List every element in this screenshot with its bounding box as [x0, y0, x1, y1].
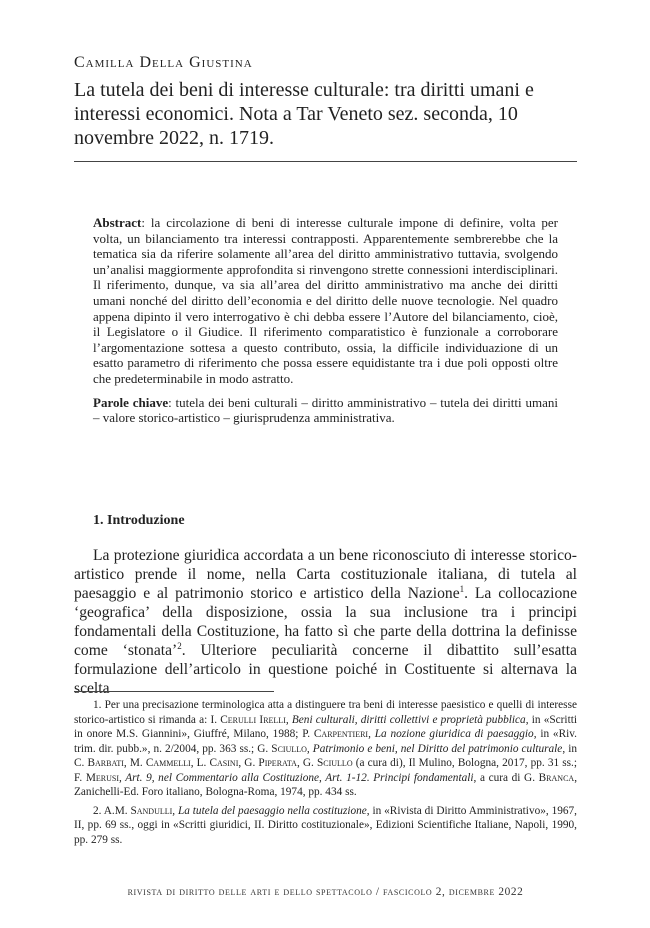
- title-divider: [74, 161, 577, 162]
- fn1-text: , in «Riv. trim. dir. pubb.», n. 2/2004, pp. 363 ss.; G.: [74, 728, 577, 755]
- body-text-part-1: La protezione giuridica accordata a un bene riconosciuto di interesse storico-artistico prende il nome, nella Carta costituzionale italiana, di tutela al paesaggio e al patrimonio storico e artistico della Nazione: [74, 547, 577, 602]
- fn1-text: (a cura di), Il Mulino, Bologna, 2017, pp. 31 ss.; F.: [74, 757, 577, 784]
- keywords-text: : tutela dei beni culturali – diritto amministrativo – tutela dei diritti umani – valore storico-artistico – giurisprudenza amministrativa.: [93, 394, 558, 426]
- fn1-author: Piperata: [258, 757, 297, 769]
- footnote-2: [74, 804, 577, 848]
- fn1-author: Casini: [209, 757, 239, 769]
- fn1-text: , in C.: [74, 742, 577, 769]
- fn2-text: , in «Rivista di Diritto Amministrativo», 1967, II, pp. 69 ss., oggi in «Scritti giuridici, II. Diritto costituzionale», Edizioni Scientifiche Italiane, Napoli, 1990, pp. 279 ss.: [74, 804, 578, 846]
- fn1-text: , a cura di G.: [473, 771, 539, 784]
- fn1-author: Barbati: [87, 757, 124, 769]
- body-text-part-2: . La collocazione ‘geografica’ della disposizione, ossia la sua inclusione tra i principi fondamentali della Costituzione, ha fatto sì che parte della dottrina la definisse come ‘stonata’: [74, 585, 578, 659]
- footnotes-block: [74, 698, 577, 851]
- fn1-author: Sciullo: [316, 757, 353, 769]
- fn1-text: , G.: [296, 757, 317, 769]
- footnote-ref-1[interactable]: 1: [459, 583, 465, 594]
- fn1-work: , Beni culturali, diritti collettivi e proprietà pubblica: [285, 713, 526, 726]
- body-text-part-3: . Ulteriore peculiarità concerne il dibattito sull’esatta formulazione dell’articolo in questione poiché in Costituente si alternava la scelta: [74, 642, 577, 697]
- body-paragraph: [74, 546, 577, 698]
- fn1-author: Sciullo: [271, 742, 307, 755]
- fn1-text: , M.: [123, 757, 146, 769]
- fn1-text: , G.: [238, 757, 259, 769]
- fn1-work: , Patrimonio e beni, nel Diritto del patrimonio culturale: [306, 742, 563, 755]
- fn1-work: , Art. 9, nel Commentario alla Costituzione, Art. 1-12. Principi fondamentali: [119, 771, 474, 784]
- fn2-work: , La tutela del paesaggio nella costituzione: [172, 804, 367, 817]
- fn1-author: Branca: [538, 771, 575, 784]
- abstract-block: [93, 215, 558, 434]
- fn1-author: Cammelli: [145, 757, 191, 769]
- fn2-author: Sandulli: [130, 804, 173, 817]
- fn1-text: , in «Scritti in onore M.S. Giannini», Giuffré, Milano, 1988; P.: [74, 713, 577, 740]
- keywords-label: Parole chiave: [93, 394, 169, 410]
- fn1-work: , La nozione giuridica di paesaggio: [368, 728, 534, 740]
- fn1-author: Cerulli Irelli: [220, 713, 286, 726]
- author-name: Camilla Della Giustina: [74, 54, 253, 71]
- keywords-paragraph: [93, 395, 558, 426]
- footnote-divider: [74, 691, 274, 692]
- abstract-text: : la circolazione di beni di interesse culturale impone di definire, volta per volta, un bilanciamento tra interessi contrapposti. Apparentemente sembrerebbe che la tematica sia da riferire solamente all’area del diritto amministrativo tuttavia, svolgendo un’analisi maggiormente approfondita si rinvengono strette connessioni interdisciplinari. Il riferimento, dunque, va sia all’area del diritto amministrativo ma anche dei diritti umani nonché del diritto dell’economia e del diritto delle nuove tecnologie. Nel quadro appena dipinto il vero interrogativo è chi debba essere l’Autore del bilanciamento, cioè, il Legislatore o il Giudice. Il riferimento comparatistico è funzionale a corroborare l’argomentazione sottesa a questo contributo, ossia, la difficile individuazione di un esatto parametro di riferimento che possa essere equidistante tra i due poli opposti oltre che predeterminabile in modo astratto.: [93, 215, 558, 386]
- fn1-text: , L.: [190, 757, 210, 769]
- fn1-author: Carpentieri: [313, 728, 369, 740]
- fn2-text: 2. A.M.: [93, 804, 131, 817]
- footnote-ref-2[interactable]: 2: [177, 640, 182, 651]
- article-title: La tutela dei beni di interesse culturale: tra diritti umani e interessi economici. Nota a Tar Veneto sez. seconda, 10 novembre 2022, n. 1719.: [74, 79, 534, 149]
- journal-footer: rivista di diritto delle arti e dello spettacolo / fascicolo 2, dicembre 2022: [127, 886, 524, 898]
- fn1-author: Merusi: [85, 771, 119, 784]
- abstract-paragraph: [93, 215, 558, 387]
- fn1-text: 1. Per una precisazione terminologica atta a distinguere tra beni di interesse paesistico e quelli di interesse storico-artistico si rimanda a: I.: [74, 699, 577, 726]
- footnote-1: [74, 698, 577, 800]
- fn1-text: , Zanichelli-Ed. Foro italiano, Bologna-Roma, 1974, pp. 434 ss.: [74, 771, 578, 798]
- abstract-label: Abstract: [93, 215, 142, 230]
- section-heading: 1. Introduzione: [93, 513, 185, 528]
